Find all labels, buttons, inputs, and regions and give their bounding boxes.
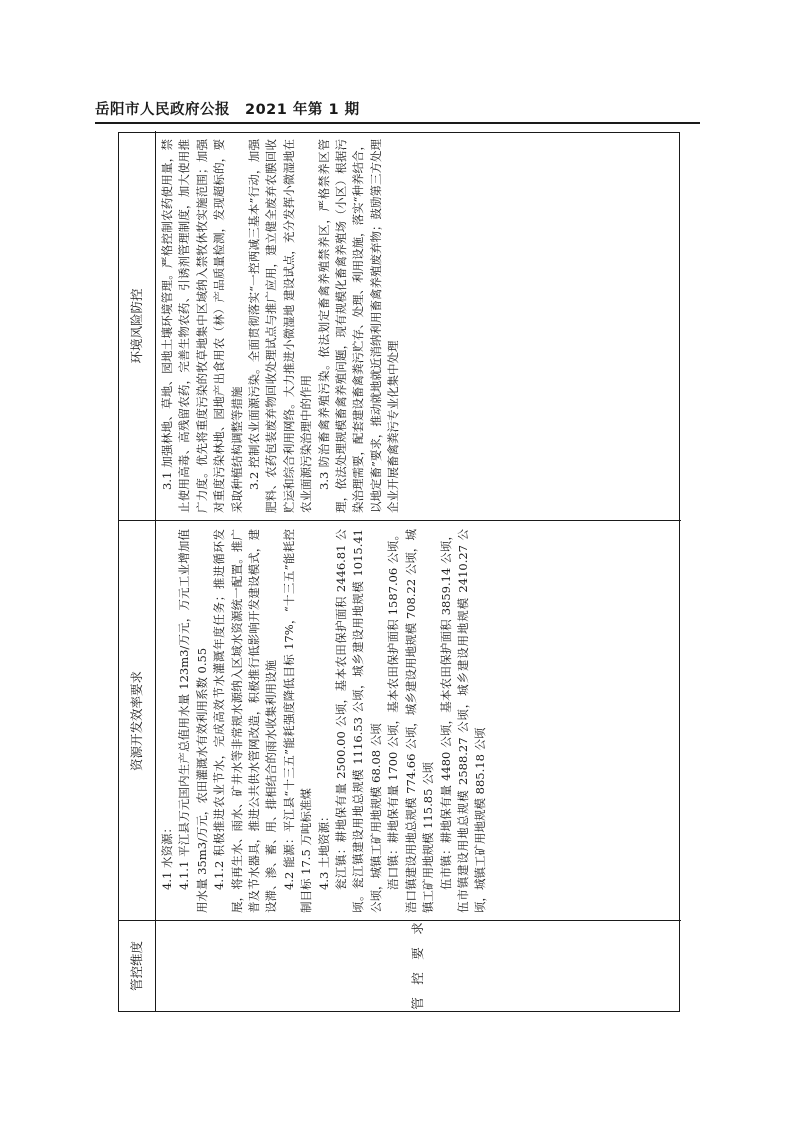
requirement-paragraph: 伍市镇：耕地保有量 4480 公顷，基本农田保护面积 3859.14 公顷，伍市镇建设用地总规模 2588.27 公顷，城乡建设用地规模 2410.27 公顷，城镇工矿用地规模 885.18 公顷: [438, 529, 488, 913]
dimension-label-resource-efficiency: 资源开发效率要求: [129, 671, 144, 772]
requirement-paragraph: 3.2 控制农业面源污染。全面贯彻落实“一控两减三基本”行动，加强肥料、农药包装废弃物回收处理试点与推广应用，建立健全废弃农膜回收贮运和综合利用网络。大力推进小微湿地 建设试点，充分发挥小微湿地在农业面源污染治理中的作用: [247, 139, 314, 513]
dimension-header-label: 管控维度: [129, 941, 144, 992]
requirement-paragraph: 浯口镇：耕地保有量 1700 公顷，基本农田保护面积 1587.06 公顷。浯口镇建设用地总规模 774.66 公顷，城乡建设用地规模 708.22 公顷，城镇工矿用地规模 115.85 公顷: [386, 529, 436, 913]
dimension-label-env-risk: 环境风险防控: [129, 288, 144, 364]
requirement-paragraph: 4.1 水资源：: [160, 822, 174, 890]
requirement-paragraph: 瓮江镇：耕地保有量 2500.00 公顷，基本农田保护面积 2446.81 公顷。瓮江镇建设用地总规模 1116.53 公顷，城乡建设用地规模 1015.41 公顷，城镇工矿用地规模 68.08 公顷: [334, 529, 383, 913]
requirement-paragraph: 3.3 防治畜禽养殖污染。依法划定畜禽养殖禁养区，严格禁养区管理，依法处理规模畜禽养殖问题，现有规模化畜禽养殖场（小区）根据污染治理需要，配套建设畜禽粪污贮存、处理、利用设施，落实“种养结合，以地定畜”要求，推动就地就近消纳利用畜禽养殖废弃物；鼓励第三方处理企业开展畜禽粪污专业化集中处理: [316, 139, 401, 513]
requirement-paragraph: 4.2 能源：平江县“十三五”能耗强度降低目标 17%，“十三五”能耗控制目标 17.5 万吨标准煤: [281, 529, 314, 913]
requirement-paragraph: 4.1.2 积极推进农业节水，完成高效节水灌溉年度任务；推进循环发展，将再生水、雨水、矿井水等非常规水源纳入区域水资源统一配置。推广普及节水器具，推进公共供水管网改造，积极推行低影响开发建设模式，建设滞、渗、蓄、用、排相结合的雨水收集利用设施: [212, 529, 279, 913]
table-content-layer: [118, 132, 680, 1012]
requirement-paragraph: 4.3 土地资源：: [316, 810, 331, 890]
header-rule: [95, 122, 700, 124]
page-header: 岳阳市人民政府公报 2021 年第 1 期: [95, 102, 360, 118]
requirement-paragraph: 3.1 加强林地、草地、园地土壤环境管理。严格控制农药使用量，禁止使用高毒、高残留农药，完善生物农药、引诱剂管理制度，加大使用推广力度。优先将重度污染的牧草地集中区域纳入禁牧休牧实施范围；加强对重度污染林地、园地产出食用农（林）产品质量检测，发现超标的，要采取种植结构调整等措施: [160, 139, 244, 513]
requirement-header-label: 管 控 要 求: [410, 922, 425, 1010]
requirement-paragraph: 4.1.1 平江县万元国内生产总值用水量 123m3/万元，万元工业增加值用水量 35m3/万元，农田灌溉水有效利用系数 0.55: [177, 529, 209, 913]
rotated-table-content: [118, 132, 680, 1012]
